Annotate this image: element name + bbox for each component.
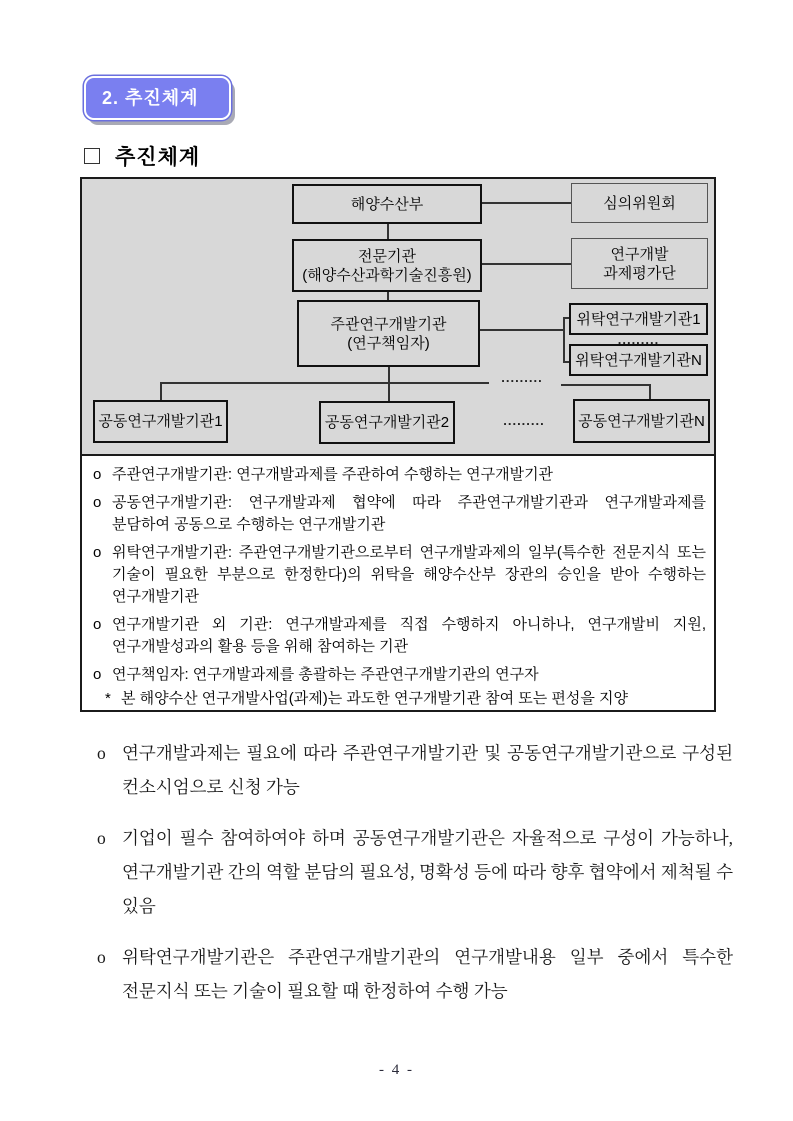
org-chart xyxy=(80,177,716,712)
node-ministry xyxy=(292,184,482,224)
paragraph xyxy=(96,940,733,1008)
connector-line xyxy=(387,224,389,240)
paragraph-text: 기업이 필수 참여하여야 하며 공동연구개발기관은 자율적으로 구성이 가능하나, 연구개발기관 간의 역할 분담의 필요성, 명확성 등에 따라 향후 협약에서 제척될 수 있음 xyxy=(122,828,733,916)
connector-line xyxy=(388,367,390,383)
connector-line xyxy=(563,317,565,363)
connector-line xyxy=(160,382,489,384)
ellipsis-dots: ......... xyxy=(617,332,660,347)
legend-note-text: 본 해양수산 연구개발사업(과제)는 과도한 연구개발기관 참여 또는 편성을 지양 xyxy=(121,690,629,707)
node-label: 전문기관 xyxy=(358,247,416,265)
node-lead-org xyxy=(297,300,480,367)
legend-item xyxy=(90,614,706,658)
node-committee xyxy=(571,183,708,223)
connector-line xyxy=(482,202,571,204)
connector-line xyxy=(480,329,565,331)
node-label: 과제평가단 xyxy=(603,264,676,282)
legend-item xyxy=(90,464,706,486)
page-heading: 추진체계 xyxy=(115,145,201,169)
node-joint-2 xyxy=(319,401,455,444)
legend-item xyxy=(90,542,706,608)
node-label: (연구책임자) xyxy=(347,334,430,352)
legend-item xyxy=(90,664,706,686)
ellipsis-dots: ......... xyxy=(503,413,545,428)
ellipsis-dots: ......... xyxy=(501,370,543,385)
paragraph-text: 연구개발과제는 필요에 따라 주관연구개발기관 및 공동연구개발기관으로 구성된 컨소시엄으로 신청 가능 xyxy=(122,743,733,797)
legend-text: 공동연구개발기관: 연구개발과제 협약에 따라 주관연구개발기관과 연구개발과제를 분담하여 공동으로 수행하는 연구개발기관 xyxy=(112,494,706,533)
body-paragraphs xyxy=(96,736,733,1025)
node-joint-1 xyxy=(93,400,228,443)
square-bullet-icon xyxy=(84,148,100,164)
legend xyxy=(82,456,714,710)
connector-line xyxy=(160,382,162,401)
legend-bullet: o xyxy=(93,544,102,561)
legend-text: 연구개발기관 외 기관: 연구개발과제를 직접 수행하지 아니하나, 연구개발비 지원, 연구개발성과의 활용 등을 위해 참여하는 기관 xyxy=(112,616,706,655)
page-number: - 4 - xyxy=(379,1062,414,1078)
paragraph-text: 위탁연구개발기관은 주관연구개발기관의 연구개발내용 일부 중에서 특수한 전문지식 또는 기술이 필요할 때 한정하여 수행 가능 xyxy=(122,947,733,1001)
paragraph-bullet: o xyxy=(97,743,106,763)
legend-item xyxy=(90,492,706,536)
paragraph xyxy=(96,736,733,804)
node-label: (해양수산과학기술진흥원) xyxy=(302,266,472,284)
node-joint-n xyxy=(573,399,710,443)
org-chart-canvas xyxy=(82,179,714,456)
legend-note xyxy=(90,688,706,710)
legend-text: 주관연구개발기관: 연구개발과제를 주관하여 수행하는 연구개발기관 xyxy=(112,466,554,483)
node-label: 공동연구개발기관2 xyxy=(324,414,450,431)
legend-bullet: o xyxy=(93,616,102,633)
node-consigned-1 xyxy=(569,303,708,335)
connector-line xyxy=(482,263,571,265)
paragraph-bullet: o xyxy=(97,947,106,967)
paragraph xyxy=(96,821,733,923)
node-label: 심의위원회 xyxy=(603,194,676,212)
node-label: 위탁연구개발기관N xyxy=(575,351,702,369)
section-badge: 2. 추진체계 xyxy=(84,76,231,120)
node-label: 해양수산부 xyxy=(350,195,424,213)
legend-bullet: o xyxy=(93,666,102,683)
node-agency xyxy=(292,239,482,292)
legend-bullet: o xyxy=(93,494,102,511)
legend-note-bullet: * xyxy=(105,690,111,707)
heading-row xyxy=(84,141,200,171)
node-label: 공동연구개발기관N xyxy=(578,412,705,430)
paragraph-bullet: o xyxy=(97,828,106,848)
node-consigned-n xyxy=(569,344,708,376)
connector-line xyxy=(649,384,651,400)
node-label: 주관연구개발기관 xyxy=(330,315,447,333)
node-eval-team xyxy=(571,238,708,289)
connector-line xyxy=(388,382,390,402)
connector-line xyxy=(561,384,651,386)
legend-text: 연구책임자: 연구개발과제를 총괄하는 주관연구개발기관의 연구자 xyxy=(112,666,539,683)
node-label: 공동연구개발기관1 xyxy=(98,413,223,430)
node-label: 위탁연구개발기관1 xyxy=(576,310,701,328)
legend-text: 위탁연구개발기관: 주관연구개발기관으로부터 연구개발과제의 일부(특수한 전문지식 또는 기술이 필요한 부분으로 한정한다)의 위탁을 해양수산부 장관의 승인을 받아 수행하는 연구개발기관 xyxy=(112,544,706,605)
node-label: 연구개발 xyxy=(610,245,669,263)
legend-bullet: o xyxy=(93,466,102,483)
